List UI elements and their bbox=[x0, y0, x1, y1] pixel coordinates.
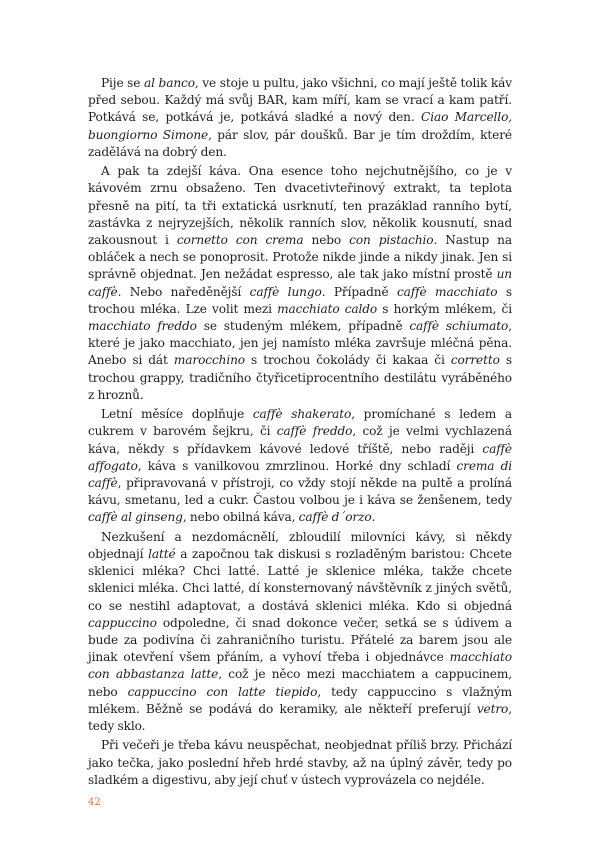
text-run: , pár slov, pár doušků. Bar je tím droždím, které zadělává na dobrý den. bbox=[88, 127, 512, 159]
text-run: , promíchané s ledem a cukrem v barovém šejkru, či bbox=[88, 407, 512, 439]
italic-term: caffè lungo bbox=[249, 284, 322, 299]
text-run: Nezkušení a nezdomácnělí, zbloudilí milovníci kávy, si někdy objednají bbox=[88, 529, 512, 562]
italic-term: marocchino bbox=[173, 353, 245, 368]
paragraph bbox=[88, 75, 512, 161]
text-run: , káva s vanilkovou zmrzlinou. Horké dny schladí bbox=[137, 458, 457, 473]
body-text bbox=[88, 75, 512, 791]
italic-term: caffè shakerato bbox=[252, 407, 352, 422]
text-run: s horkým mlékem, či bbox=[377, 301, 512, 316]
italic-term: crema di caffè bbox=[88, 458, 512, 491]
italic-term: macchiato con abbastanza latte bbox=[88, 650, 512, 682]
text-run: . Nebo naředěnější bbox=[117, 284, 250, 299]
text-run: nebo bbox=[303, 233, 350, 248]
text-run: A pak ta zdejší káva. Ona esence toho nejchutnějšího, co je v kávovém zrnu obsaženo. Ten dvacetivteřinový extrakt, ta teplota přesně na pití, ta tři extatická usrknutí, ten prazáklad ranního bytí, zastávka z nejryzejších, několik ranních slov, několik kousnutí, snad zakousnout i bbox=[88, 164, 512, 248]
text-run: , tedy cappuccino s vlažným mlékem. Běžně se podává do keramiky, ale někteří preferují bbox=[88, 684, 512, 716]
italic-term: corretto bbox=[450, 353, 500, 368]
text-run: , ve stoje u pultu, jako všichni, co mají ještě tolik káv před sebou. Každý má svůj BAR, kam míří, kam se vrací a kam patří. Potkává se, potkává je, potkává sladké a nový den. bbox=[88, 76, 513, 125]
italic-term: cappuccino bbox=[88, 615, 157, 630]
text-run: . Případně bbox=[321, 284, 397, 299]
text-run: . Nastup na obláček a nech se ponoprosit. Protože nikde jinde a nikdy jinak. Jen si správně objednat. Jen nežádat espresso, ale tak jako místní prostě bbox=[88, 233, 513, 282]
text-run: , tedy sklo. bbox=[88, 701, 512, 734]
text-run: s trochou grappy, tradičního čtyřicetiprocentního destilátu vyráběného z hroznů. bbox=[88, 353, 513, 402]
italic-term: caffè macchiato bbox=[397, 284, 498, 299]
italic-term: Ciao Marcello, buongiorno Simone bbox=[88, 110, 512, 142]
italic-term: al banco bbox=[144, 76, 195, 90]
italic-term: macchiato freddo bbox=[88, 319, 197, 334]
italic-term: caffè al ginseng bbox=[88, 510, 183, 525]
italic-term: macchiato caldo bbox=[277, 301, 378, 316]
italic-term: cornetto con crema bbox=[176, 233, 304, 248]
italic-term: caffè freddo bbox=[276, 424, 353, 439]
italic-term: un caffè bbox=[88, 267, 512, 299]
paragraph bbox=[88, 406, 512, 526]
text-run: se studeným mlékem, případně bbox=[196, 319, 410, 334]
text-run: , což je velmi vychlazená káva, někdy s přídavkem kávové ledové tříště, nebo raději bbox=[88, 424, 512, 456]
text-run: s trochou mléka. Lze volit mezi bbox=[88, 284, 513, 316]
italic-term: vetro bbox=[476, 701, 509, 716]
italic-term: caffè schiumato bbox=[409, 319, 509, 334]
text-run: , nebo obilná káva, bbox=[182, 510, 299, 525]
text-run: Při večeři je třeba kávu neuspěchat, neobjednat příliš brzy. Přichází jako tečka, jako poslední hřeb hrdé stavby, až na úplný závěr, tedy po sladkém a digestivu, aby její chuť v ústech vyprovázela co nejdéle. bbox=[88, 738, 512, 787]
text-run: s trochou čokolády či kakaa či bbox=[244, 353, 451, 368]
text-run: a započnou tak diskusi s rozladěným baristou: Chcete sklenici mléka? Chci latté. Latté je sklenice mléka, takže chcete sklenici mléka. Chci latté, dí konsternovaný návštěvník z jiných světů, co se nestihl adaptovat, a dostává sklenici mléka. Kdo si objedná bbox=[88, 547, 512, 613]
text-run: odpoledne, či snad dokonce večer, setká se s údivem a bude za podivína či zahraničního turistu. Přátelé za barem jsou ale jinak otevření všem přáním, a vyhoví třeba i objednávce bbox=[88, 615, 512, 665]
text-run: . bbox=[371, 510, 376, 525]
italic-term: cappuccino con latte tiepido bbox=[127, 684, 318, 699]
page-number: 42 bbox=[88, 797, 101, 808]
italic-term: caffè affogato bbox=[88, 441, 512, 473]
text-run: Pije se bbox=[101, 76, 145, 90]
paragraph bbox=[88, 163, 512, 404]
italic-term: caffè d´orzo bbox=[298, 510, 372, 525]
text-run: , které je jako macchiato, jen jej namísto mléka završuje mléčná pěna. Anebo si dát bbox=[88, 319, 512, 368]
text-run: Letní měsíce doplňuje bbox=[101, 407, 253, 422]
italic-term: latté bbox=[148, 547, 176, 562]
paragraph bbox=[88, 737, 512, 789]
italic-term: con pistachio bbox=[349, 233, 434, 248]
text-run: , což je něco mezi macchiatem a cappucinem, nebo bbox=[88, 667, 512, 699]
paragraph bbox=[88, 529, 512, 735]
text-run: , připravovaná v přístroji, co vždy stojí někde na pultě a prolíná kávu, smetanu, led a cukr. Častou volbou je i káva se ženšenem, tedy bbox=[88, 476, 512, 508]
